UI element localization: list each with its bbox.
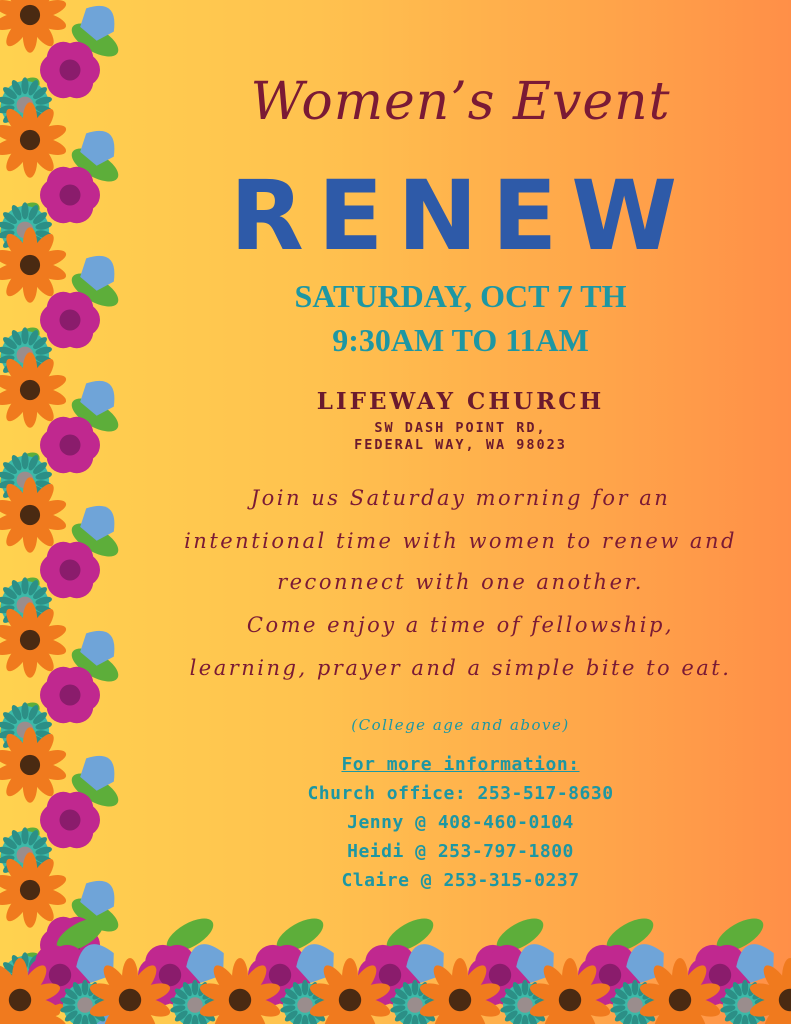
flower-icon	[0, 352, 68, 428]
flower-icon	[40, 167, 100, 223]
description-line: reconnect with one another.	[277, 570, 644, 594]
venue-name: LIFEWAY CHURCH	[316, 388, 605, 415]
flower-icon	[40, 667, 100, 723]
event-time: 9:30AM TO 11AM	[332, 322, 589, 358]
description-line: intentional time with women to renew and	[184, 529, 737, 553]
contact-church-office: Church office: 253-517-8630	[307, 783, 614, 804]
event-title: RENEW	[229, 160, 692, 272]
contact-heidi: Heidi @ 253-797-1800	[347, 841, 574, 862]
contact-claire: Claire @ 253-315-0237	[341, 870, 580, 891]
description-line: Join us Saturday morning for an	[250, 486, 671, 510]
description-line: learning, prayer and a simple bite to eat.	[189, 656, 732, 680]
flower-icon	[40, 417, 100, 473]
flyer-content	[130, 0, 791, 905]
contact-jenny: Jenny @ 408-460-0104	[347, 812, 574, 833]
flower-icon	[0, 477, 68, 553]
flower-icon	[40, 292, 100, 348]
info-heading: For more information:	[341, 754, 580, 775]
bottom-flower-border	[0, 905, 791, 1024]
flower-icon	[40, 792, 100, 848]
description-line: Come enjoy a time of fellowship,	[246, 613, 675, 637]
flower-icon	[0, 602, 68, 678]
flower-icon	[0, 227, 68, 303]
flower-icon	[0, 727, 68, 803]
flower-icon	[40, 42, 100, 98]
venue-address-line1: SW DASH POINT RD,	[374, 420, 547, 436]
flower-icon	[0, 102, 68, 178]
age-note: (College age and above)	[351, 716, 570, 734]
venue-address-line2: FEDERAL WAY, WA 98023	[354, 437, 567, 453]
flower-icon	[40, 542, 100, 598]
event-date: SATURDAY, OCT 7 TH	[294, 278, 627, 314]
left-flower-border	[0, 0, 130, 1024]
event-subtitle: Women’s Event	[250, 72, 671, 132]
